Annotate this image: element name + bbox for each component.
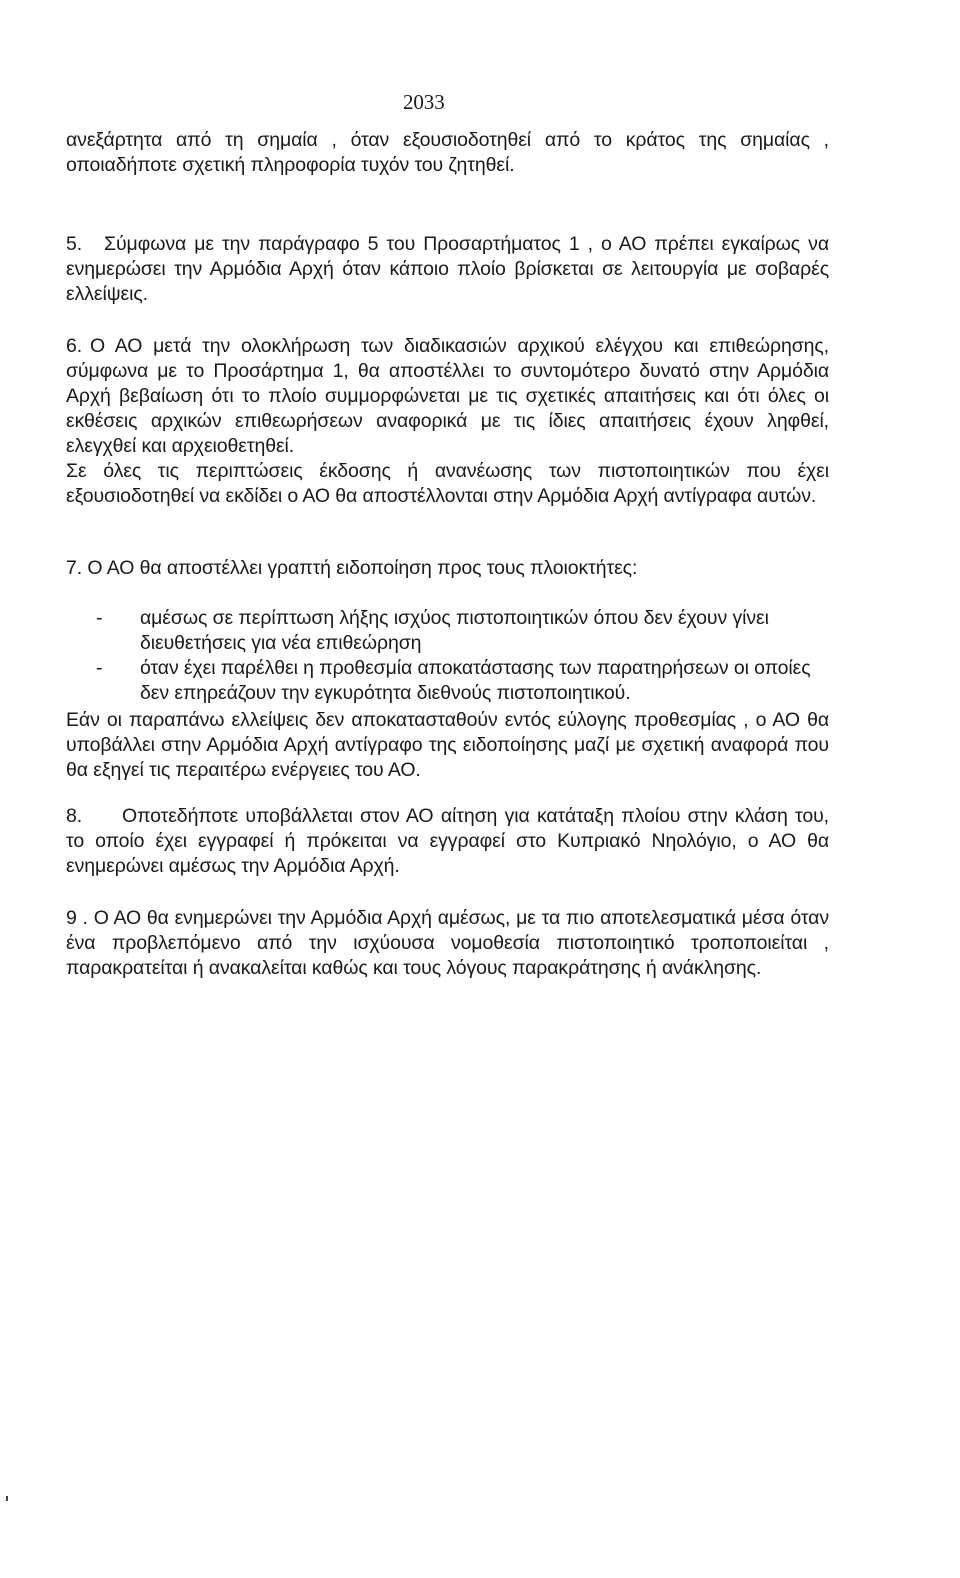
paragraph-6 <box>66 334 829 509</box>
list-item <box>66 656 829 706</box>
paragraph-7-closing <box>66 708 829 783</box>
paragraph-text: Ο ΑΟ θα ενημερώνει την Αρμόδια Αρχή αμέσως, με τα πιο αποτελεσματικά μέσα όταν ένα προβλεπόμενο από την ισχύουσα νομοθεσία πιστοποιητικό τροποποιείται , παρακρατείται ή ανακαλείται καθώς και τους λόγους παρακράτησης ή ανάκλησης. <box>66 907 829 979</box>
paragraph-text: Οποτεδήποτε υποβάλλεται στον ΑΟ αίτηση για κατάταξη πλοίου στην κλάση του, το οποίο έχει εγγραφεί ή πρόκειται να εγγραφεί στο Κυπριακό Νηολόγιο, ο ΑΟ θα ενημερώνει αμέσως την Αρμόδια Αρχή. <box>66 805 829 877</box>
paragraph-number: 5. <box>66 233 83 255</box>
dash-bullet: - <box>96 657 103 679</box>
list-item-text: όταν έχει παρέλθει η προθεσμία αποκατάστασης των παρατηρήσεων οι οποίες δεν επηρεάζουν την εγκυρότητα διεθνούς πιστοποιητικού. <box>140 657 811 704</box>
document-page <box>66 0 829 1578</box>
list-item-text: αμέσως σε περίπτωση λήξης ισχύος πιστοποιητικών όπου δεν έχουν γίνει διευθετήσεις για νέα επιθεώρηση <box>140 607 769 654</box>
paragraph-text: Ο ΑΟ μετά την ολοκλήρωση των διαδικασιών αρχικού ελέγχου και επιθεώρησης, σύμφωνα με το Προσάρτημα 1, θα αποστέλλει το συντομότερο δυνατό στην Αρμόδια Αρχή βεβαίωση ότι το πλοίο συμμορφώνεται με τις σχετικές απαιτήσεις και ότι όλες οι εκθέσεις αρχικών επιθεωρήσεων αναφορικά με τις ίδιες απαιτήσεις έχουν ληφθεί, ελεγχθεί και αρχειοθετηθεί. <box>66 335 829 457</box>
paragraph-8 <box>66 804 829 879</box>
bullet-list <box>66 606 829 706</box>
paragraph-number: 6. <box>66 335 83 357</box>
paragraph-7 <box>66 556 829 581</box>
paragraph-text: Εάν οι παραπάνω ελλείψεις δεν αποκατασταθούν εντός εύλογης προθεσμίας , ο ΑΟ θα υποβάλλει στην Αρμόδια Αρχή αντίγραφο της ειδοποίησης μαζί με σχετική αναφορά που θα εξηγεί τις περαιτέρω ενέργειες του ΑΟ. <box>66 709 829 781</box>
intro-paragraph <box>66 128 829 178</box>
paragraph-number: 7. <box>66 557 83 579</box>
paragraph-number: 8. <box>66 805 83 827</box>
scan-speck <box>6 1496 8 1501</box>
paragraph-text: Ο ΑΟ θα αποστέλλει γραπτή ειδοποίηση προς τους πλοιοκτήτες: <box>87 557 638 579</box>
dash-bullet: - <box>96 607 103 629</box>
paragraph-7-list <box>66 606 829 706</box>
page-number: 2033 <box>403 90 445 114</box>
paragraph-9 <box>66 906 829 981</box>
paragraph-5 <box>66 232 829 307</box>
intro-text: ανεξάρτητα από τη σημαία , όταν εξουσιοδοτηθεί από το κράτος της σημαίας , οποιαδήποτε σχετική πληροφορία τυχόν του ζητηθεί. <box>66 129 829 176</box>
paragraph-text: Σύμφωνα με την παράγραφο 5 του Προσαρτήματος 1 , ο ΑΟ πρέπει εγκαίρως να ενημερώσει την Αρμόδια Αρχή όταν κάποιο πλοίο βρίσκεται σε λειτουργία με σοβαρές ελλείψεις. <box>66 233 829 305</box>
paragraph-continuation: Σε όλες τις περιπτώσεις έκδοσης ή ανανέωσης των πιστοποιητικών που έχει εξουσιοδοτηθεί να εκδίδει ο ΑΟ θα αποστέλλονται στην Αρμόδια Αρχή αντίγραφα αυτών. <box>66 460 829 507</box>
list-item <box>66 606 829 656</box>
paragraph-number: 9 . <box>66 907 88 929</box>
